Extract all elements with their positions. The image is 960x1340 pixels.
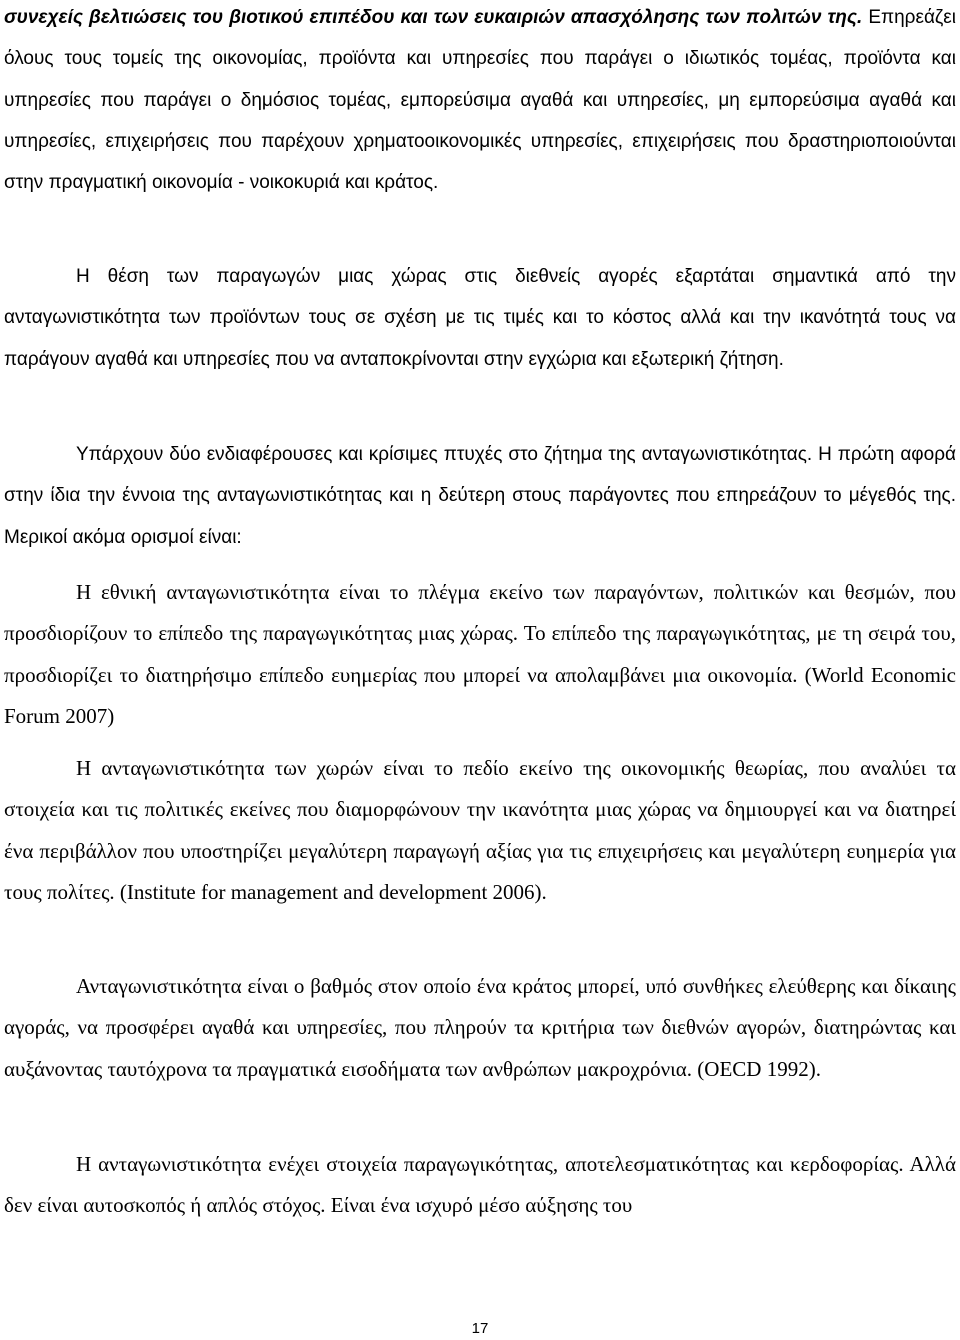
paragraph-7: Η ανταγωνιστικότητα ενέχει στοιχεία παραγωγικότητας, αποτελεσματικότητας και κερδοφορίας. Αλλά δεν είναι αυτοσκοπός ή απλός στόχος. Είναι ένα ισχυρό μέσο αύξησης του (4, 1152, 956, 1218)
document-page (4, 0, 956, 1340)
paragraph-1 (4, 0, 956, 203)
paragraph-3: Υπάρχουν δύο ενδιαφέρουσες και κρίσιμες πτυχές στο ζήτημα της ανταγωνιστικότητας. Η πρώτη αφορά στην ίδια την έννοια της ανταγωνιστικότητας και η δεύτερη στους παράγοντες που επηρεάζουν το μέγεθός της. Μερικοί ακόμα ορισμοί είναι: (4, 444, 956, 548)
paragraph-2: Η θέση των παραγωγών μιας χώρας στις διεθνείς αγορές εξαρτάται σημαντικά από την ανταγωνιστικότητα των προϊόντων τους σε σχέση με τις τιμές και το κόστος αλλά και την ικανότητά τους να παράγουν αγαθά και υπηρεσίες που να ανταποκρίνονται στην εγχώρια και εξωτερική ζήτηση. (4, 266, 956, 370)
paragraph-4: Η εθνική ανταγωνιστικότητα είναι το πλέγμα εκείνο των παραγόντων, πολιτικών και θεσμών, που προσδιορίζουν το επίπεδο της παραγωγικότητας μιας χώρας. Το επίπεδο της παραγωγικότητας, με τη σειρά του, προσδιορίζει το διατηρήσιμο επίπεδο ευημερίας που μπορεί να απολαμβάνει μια οικονομία. (World Economic Forum 2007) (4, 580, 956, 728)
page-number: 17 (471, 1320, 489, 1337)
paragraph-6: Ανταγωνιστικότητα είναι ο βαθμός στον οποίο ένα κράτος μπορεί, υπό συνθήκες ελεύθερης και δίκαιης αγοράς, να προσφέρει αγαθά και υπηρεσίες, που πληρούν τα κριτήρια των διεθνών αγορών, διατηρώντας και αυξάνοντας ταυτόχρονα τα πραγματικά εισοδήματα των ανθρώπων μακροχρόνια. (OECD 1992). (4, 974, 956, 1081)
paragraph-1-lead: συνεχείς βελτιώσεις του βιοτικού επιπέδου και των ευκαιριών απασχόλησης των πολιτών της. (4, 7, 863, 28)
paragraph-5: Η ανταγωνιστικότητα των χωρών είναι το πεδίο εκείνο της οικονομικής θεωρίας, που αναλύει τα στοιχεία και τις πολιτικές εκείνες που διαμορφώνουν την ικανότητα μιας χώρας να δημιουργεί και να διατηρεί ένα περιβάλλον που υποστηρίζει μεγαλύτερη παραγωγή αξίας για τις επιχειρήσεις και μεγαλύτερη ευημερία για τους πολίτες. (Institute for management and development 2006). (4, 756, 956, 904)
paragraph-1-text: Επηρεάζει όλους τους τομείς της οικονομίας, προϊόντα και υπηρεσίες που παράγει ο ιδιωτικός τομέας, προϊόντα και υπηρεσίες που παράγει ο δημόσιος τομέας, εμπορεύσιμα αγαθά και υπηρεσίες, μη εμπορεύσιμα αγαθά και υπηρεσίες, επιχειρήσεις που παρέχουν χρηματοοικονομικές υπηρεσίες, επιχειρήσεις που δραστηριοποιούνται στην πραγματική οικονομία - νοικοκυριά και κράτος. (4, 7, 956, 194)
